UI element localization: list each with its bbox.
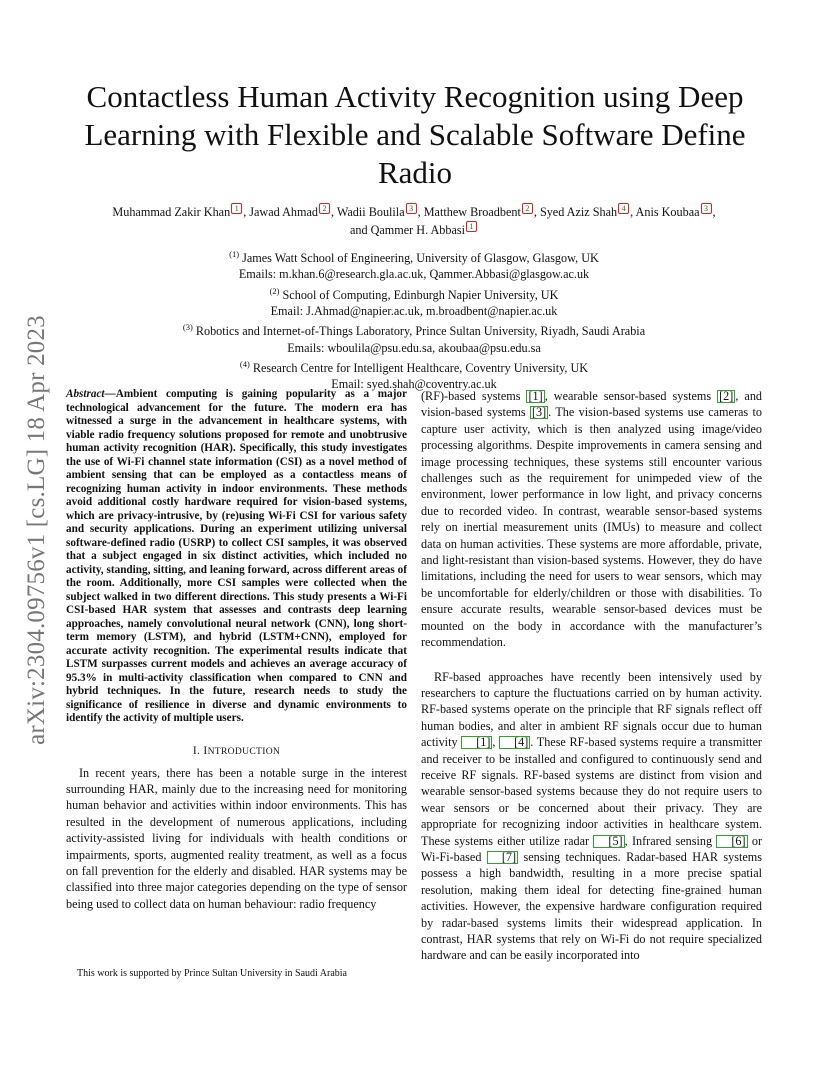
- citation-link[interactable]: [3]: [531, 405, 547, 420]
- author-list: [58, 203, 770, 239]
- body-paragraph: (RF)-based systems [1] , wearable sensor-based systems [2] , and vision-based systems [3] . The vision-based systems use cameras to capture user activity, which is then analyzed using image/video processing algorithms. Despite improvements in camera sensing and image processing techniques, these systems still encounter various challenges such as the requirement for unimpeded view of the environment, lower performance in low light, and privacy concerns due to recorded video. In contrast, wearable sensor-based systems rely on inertial measurement units (IMUs) to measure and collect data on human activities. These systems are more affordable, private, and light-resistant than vision-based systems. However, they do have limitations, including the need for users to wear sensors, which may be uncomfortable for elderly/children or those with disabilities. To ensure accurate results, wearable sensor-based devices must be mounted on the body in accordance with the manufacturer’s recommendation.: [421, 389, 763, 650]
- arxiv-identifier: arXiv:2304.09756v1 [cs.LG] 18 Apr 2023: [23, 315, 50, 745]
- orcid-icon[interactable]: 1: [466, 221, 477, 232]
- section-heading-introduction: I. INTRODUCTION: [192, 743, 281, 757]
- orcid-icon[interactable]: 3: [406, 203, 417, 214]
- left-column: [66, 388, 407, 912]
- author-7: and Qammer H. Abbasi 1: [350, 223, 478, 237]
- orcid-icon[interactable]: 2: [522, 203, 533, 214]
- affiliation-email: Email: J.Ahmad@napier.ac.uk, m.broadbent@napier.ac.uk: [270, 304, 558, 319]
- affiliation-line: $^{(2)}$ School of Computing, Edinburgh Napier University, UK: [269, 285, 559, 302]
- affiliation-line: $^{(3)}$ Robotics and Internet-of-Things Laboratory, Prince Sultan University, Riyadh, Saudi Arabia: [182, 322, 646, 339]
- citation-link[interactable]: [2]: [719, 389, 734, 403]
- citation-link[interactable]: [1]: [461, 736, 492, 749]
- author-2: Jawad Ahmad 2 ,: [249, 204, 337, 220]
- affiliation-email: Emails: wboulila@psu.edu.sa, akoubaa@psu.edu.sa: [287, 340, 541, 355]
- affiliations: [60, 246, 768, 393]
- citation-link[interactable]: [5]: [593, 835, 624, 848]
- orcid-icon[interactable]: 3: [701, 203, 712, 214]
- affiliation-line: $^{(1)}$ James Watt School of Engineering, University of Glasgow, Glasgow, UK: [229, 249, 599, 266]
- abstract: Abstract—Ambient computing is gaining popularity as a major technological advancement for the future. The modern era has witnessed a surge in the advancement in healthcare systems, with viable radio frequency solutions proposed for remote and unobtrusive human activity recognition (HAR). Specifically, this study investigates the use of Wi-Fi channel state information (CSI) as a novel method of ambient sensing that can be employed as a contactless means of recognizing human activity in indoor environments. These methods avoid additional costly hardware required for vision-based systems, which are privacy-intrusive, by (re)using Wi-Fi CSI for various safety and security applications. During an experiment utilizing universal software-defined radio (USRP) to collect CSI samples, it was observed that a subject engaged in six distinct activities, which included no activity, standing, sitting, and leaning forward, across different areas of the room. Additionally, more CSI samples were collected when the subject walked in two different directions. This study presents a Wi-Fi CSI-based HAR system that assesses and contrasts deep learning approaches, namely convolutional neural network (CNN), long short-term memory (LSTM), and hybrid (LSTM+CNN), employed for accurate activity recognition. The experimental results indicate that LSTM surpasses current models and achieves an average accuracy of 95.3% in multi-activity classification when compared to CNN and hybrid techniques. In the future, research needs to study the significance of resilience in diverse and dynamic environments to identify the activity of multiple users.: [66, 388, 407, 724]
- affiliation-email: Email: syed.shah@coventry.ac.uk: [331, 377, 497, 392]
- intro-paragraph: In recent years, there has been a notable surge in the interest surrounding HAR, mainly due to the increasing need for monitoring human behavior and activities within indoor environments. This has resulted in the development of numerous applications, including activity-assisted living for individuals with health conditions or impairments, sports, augmented reality treatment, as well as a focus on fall prevention for the elderly and disabled. HAR systems may be classified into three major categories depending on the type of sensor being used to collect data on human behaviour: radio frequency: [66, 765, 407, 911]
- paper-title: Contactless Human Activity Recognition using Deep Learning with Flexible and Scalable Software Define Radio: [84, 79, 746, 190]
- citation-link[interactable]: [4]: [499, 736, 530, 749]
- citation-link[interactable]: [1]: [528, 389, 543, 403]
- author-6: Anis Koubaa 3 ,: [635, 204, 716, 220]
- author-3: Wadii Boulila 3 ,: [336, 204, 424, 220]
- body-paragraph: RF-based approaches have recently been intensively used by researchers to capture the fluctuations carried on by human activity. RF-based systems operate on the principle that RF signals reflect off human bodies, and alter in ambient RF signals occur due to human activity [1] , [4] . These RF-based systems require a transmitter and receiver to be installed and configured to continuously send and receive RF signals. RF-based systems are distinct from vision and wearable sensor-based systems because they do not require users to wear sensors or be concerned about their privacy. They are appropriate for recognizing indoor activities in healthcare system. These systems either utilize radar [5] , Infrared sensing [6] or Wi-Fi-based [7] sensing techniques. Radar-based HAR systems possess a high bandwidth, resulting in a more precise spatial resolution, making them ideal for detecting fine-grained human activities. However, the expensive hardware configuration required by radar-based systems limits their widespread application. In contrast, HAR systems that rely on Wi-Fi do not require specialized hardware and can be easily incorporated into: [421, 669, 763, 963]
- author-5: Syed Aziz Shah 4 ,: [539, 204, 636, 220]
- orcid-icon[interactable]: 4: [618, 203, 629, 214]
- orcid-icon[interactable]: 1: [231, 203, 242, 214]
- footnote: This work is supported by Prince Sultan University in Saudi Arabia: [77, 968, 347, 979]
- author-4: Matthew Broadbent 2 ,: [423, 204, 540, 220]
- affiliation-line: $^{(4)}$ Research Centre for Intelligent Healthcare, Coventry University, UK: [239, 358, 589, 376]
- citation-link[interactable]: [6]: [716, 835, 747, 848]
- affiliation-email: Emails: m.khan.6@research.gla.ac.uk, Qammer.Abbasi@glasgow.ac.uk: [238, 267, 590, 282]
- author-1: Muhammad Zakir Khan 1 ,: [112, 204, 250, 220]
- right-column: [421, 388, 762, 964]
- orcid-icon[interactable]: 2: [319, 203, 330, 214]
- citation-link[interactable]: [7]: [487, 851, 518, 864]
